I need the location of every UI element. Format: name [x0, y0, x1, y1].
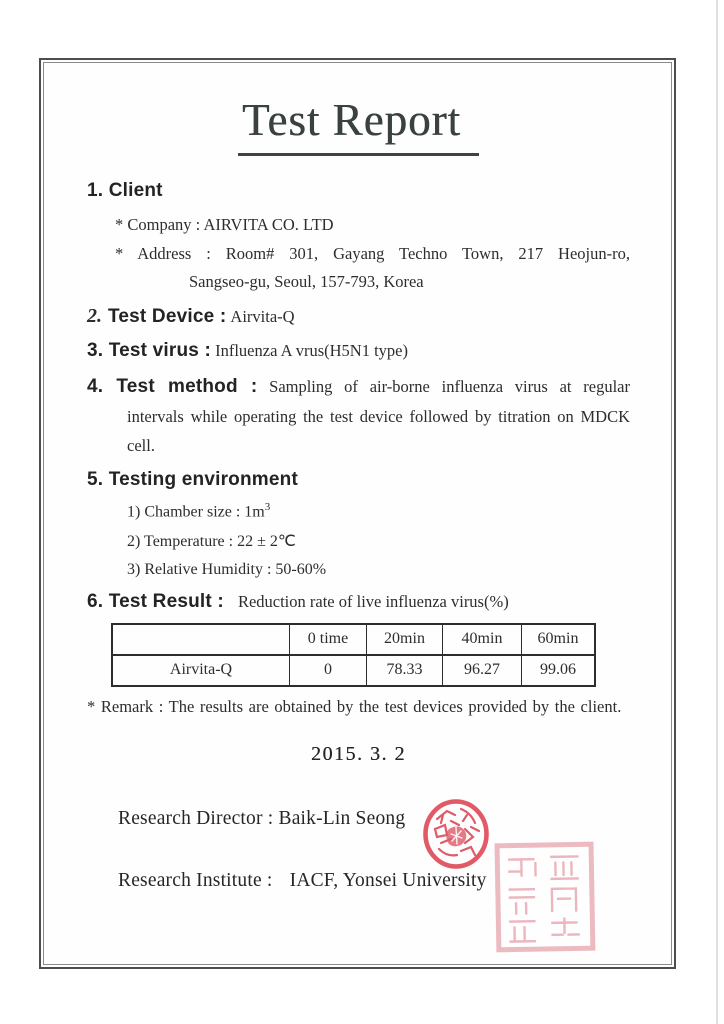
test-virus-value: Influenza A vrus(H5N1 type): [215, 341, 409, 360]
cell-value-40min: 96.27: [443, 655, 522, 686]
environment-item-chamber: [87, 501, 630, 521]
environment-item-temperature: 2) Temperature : 22 ± 2℃: [127, 532, 296, 550]
research-director-name: Baik-Lin Seong: [278, 808, 406, 830]
cell-device-name: Airvita-Q: [112, 655, 290, 686]
report-date: 2015. 3. 2: [311, 743, 406, 766]
result-table-wrap: [111, 623, 630, 687]
result-table: [111, 623, 596, 687]
header-cell-60min: 60min: [522, 624, 596, 655]
client-company-line: * Company : AIRVITA CO. LTD: [115, 215, 334, 234]
section-environment-heading: 5. Testing environment: [87, 468, 298, 490]
client-address-line2: Sangseo-gu, Seoul, 157-793, Korea: [189, 272, 424, 291]
research-director-label: Research Director :: [118, 808, 274, 830]
chamber-size-text: 1) Chamber size : 1m: [127, 502, 265, 520]
test-device-value: Airvita-Q: [230, 307, 295, 326]
section-test-method: [87, 373, 630, 462]
header-cell-0time: 0 time: [290, 624, 367, 655]
cell-value-20min: 78.33: [367, 655, 443, 686]
header-cell-blank: [112, 624, 290, 655]
header-cell-40min: 40min: [443, 624, 522, 655]
environment-item-humidity: 3) Relative Humidity : 50-60%: [127, 560, 327, 578]
result-table-header-row: [112, 624, 595, 655]
cell-value-60min: 99.06: [522, 655, 596, 686]
research-director-line: [87, 808, 630, 830]
result-table-data-row: [112, 655, 595, 686]
section-test-result: [87, 591, 630, 613]
test-device-number: 2.: [87, 305, 102, 327]
section-test-device: [87, 305, 630, 328]
client-address-line1: * Address : Room# 301, Gayang Techno Town, 217 Heojun-ro,: [115, 244, 630, 263]
page-title: Test Report: [238, 94, 479, 156]
section-client-heading: 1. Client: [87, 180, 163, 201]
research-institute-name: IACF, Yonsei University: [289, 870, 487, 892]
research-institute-line: [87, 870, 630, 892]
section-test-virus: [87, 340, 630, 362]
research-institute-label: Research Institute :: [118, 870, 273, 892]
test-method-label: 4. Test method :: [87, 376, 258, 397]
test-result-value: Reduction rate of live influenza virus(%): [237, 591, 509, 611]
header-cell-20min: 20min: [367, 624, 443, 655]
scan-edge-artifact: [716, 0, 718, 1024]
test-method-value: Sampling of air-borne influenza virus at regular intervals while operating the test device followed by titration on MDCK cell.: [127, 377, 631, 455]
chamber-size-superscript: 3: [264, 500, 271, 513]
report-content: [39, 58, 676, 969]
cell-value-0time: 0: [290, 655, 367, 686]
title-block: [87, 94, 630, 156]
test-virus-label: 3. Test virus :: [87, 340, 212, 361]
remark-line: * Remark : The results are obtained by the test devices provided by the client.: [87, 696, 622, 716]
test-result-label: 6. Test Result :: [87, 590, 224, 612]
test-device-label: Test Device :: [108, 306, 227, 327]
